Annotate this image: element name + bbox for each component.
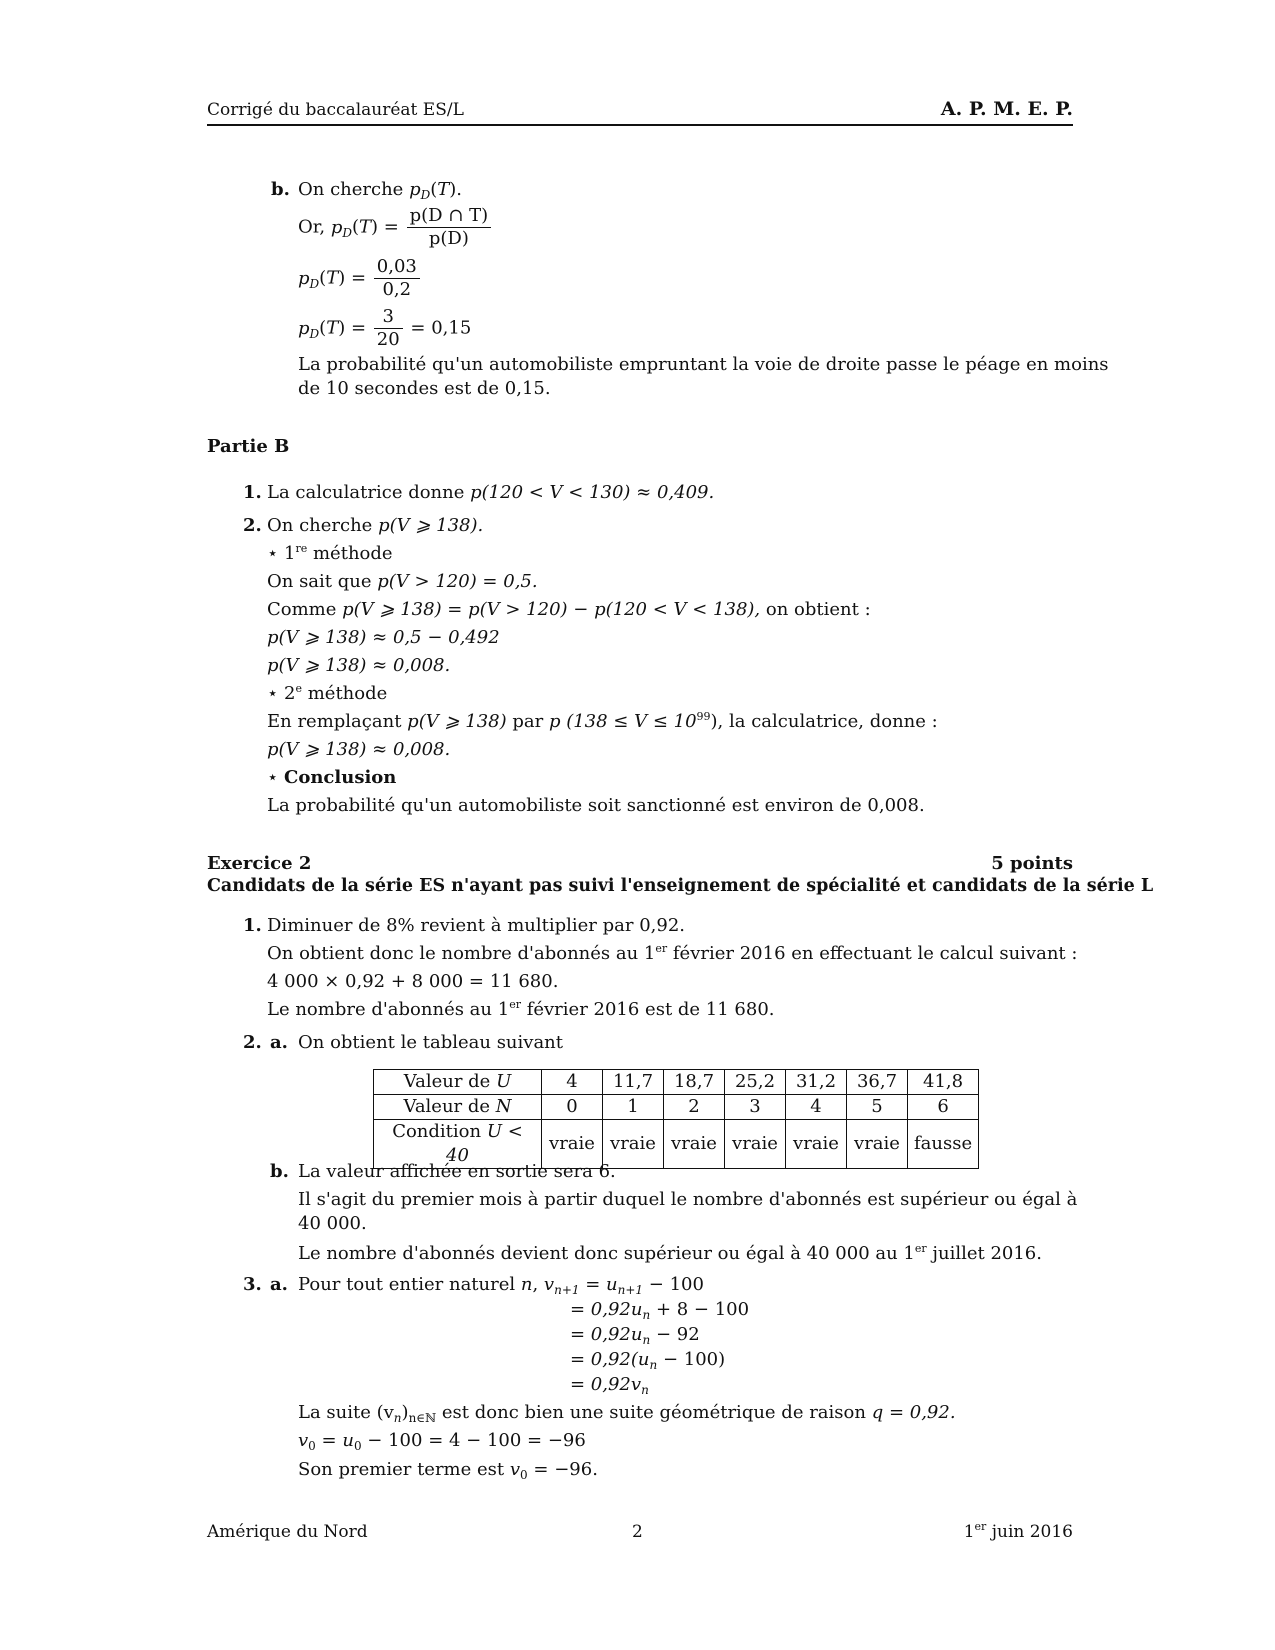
table-cell: 6 [908,1095,979,1120]
ex2-q3-label: 3. [243,1274,262,1295]
ex2-q1-line2: On obtient donc le nombre d'abonnés au 1er février 2016 en effectuant le calcul suivant : [267,942,1078,964]
partB-q1: La calculatrice donne p(120 < V < 130) ≈ 0,409. [267,482,715,503]
table-cell: vraie [786,1120,847,1169]
conclusion-title: ⋆ Conclusion [267,767,397,788]
partA-b-calc1: $p_D(T)$ = $\frac{0,03}{0,2}$ [298,256,422,301]
ex2-q2a-text: On obtient le tableau suivant [298,1032,564,1053]
method1-title: ⋆ 1re méthode [267,542,393,564]
conclusion-text: La probabilité qu'un automobiliste soit sanctionné est environ de 0,008. [267,795,925,816]
method2-line1: En remplaçant p(V ⩾ 138) par p $(138 \le V \le 10^{99})$, la calculatrice, donne : [267,710,938,732]
ex2-q3a-eq1: = $0,92u_n + 8 - 100$ [570,1299,750,1322]
ex2-title: Exercice 2 [207,853,312,874]
table-cell: 36,7 [847,1070,908,1095]
ex2-q2a-label: a. [270,1032,288,1053]
partB-title: Partie B [207,436,290,457]
table-cell: vraie [847,1120,908,1169]
method1-line2: Comme p(V ⩾ 138) = p(V > 120) − p(120 < V < 138), on obtient : [267,599,871,620]
ex2-q3a-suite: La suite $(v_n)_{n\in ℕ}$ est donc bien une suite géométrique de raison q = 0,92. [298,1402,956,1425]
partB-q1-label: 1. [243,482,262,503]
partB-q2-label: 2. [243,515,262,536]
table-row-header: Valeur de N [374,1095,542,1120]
table-cell: 2 [664,1095,725,1120]
ex2-q3a-eq3: = $0,92(u_n - 100)$ [570,1349,726,1372]
star-icon: ⋆ [267,767,279,788]
table-row-header: Valeur de U [374,1070,542,1095]
table-cell: fausse [908,1120,979,1169]
table-cell: 25,2 [725,1070,786,1095]
partA-b-formula: Or, $p_D(T)$ = $\frac{p(D \cap T)}{p(D)}$ [298,205,493,250]
table-cell: vraie [542,1120,603,1169]
ex2-q3a-line1: Pour tout entier naturel n, $v_{n+1} = u_{n+1} - 100$ [298,1274,704,1297]
table-row-header: Condition U < 40 [374,1120,542,1169]
partB-q2: On cherche p(V ⩾ 138). [267,515,484,536]
ex2-points: 5 points [991,853,1073,874]
partA-b-calc2: $p_D(T)$ = $\frac{3}{20}$ = 0,15 [298,306,472,350]
table-cell: 11,7 [603,1070,664,1095]
algorithm-table [373,1069,979,1169]
star-icon: ⋆ [267,543,279,564]
table-cell: vraie [725,1120,786,1169]
page-number: 2 [632,1522,643,1542]
partA-b-conclusion2: de 10 secondes est de 0,15. [298,378,551,399]
ex2-q2b-line1: La valeur affichée en sortie sera 6. [298,1161,616,1182]
table-cell: 3 [725,1095,786,1120]
ex2-q1-line1: Diminuer de 8% revient à multiplier par 0,92. [267,915,685,936]
table-cell: 4 [542,1070,603,1095]
method2-line2: p(V ⩾ 138) ≈ 0,008. [267,739,451,760]
ex2-q2-label: 2. [243,1032,262,1053]
table-cell: 0 [542,1095,603,1120]
table-cell: vraie [603,1120,664,1169]
table-cell: 1 [603,1095,664,1120]
partA-b-line1: On cherche $p_D(T)$. [298,179,463,202]
table-cell: 5 [847,1095,908,1120]
ex2-q1-line3: 4 000 × 0,92 + 8 000 = 11 680. [267,971,559,992]
table-row [374,1095,979,1120]
ex2-q1-label: 1. [243,915,262,936]
header-right: A. P. M. E. P. [940,98,1073,120]
footer-left: Amérique du Nord [207,1522,368,1542]
ex2-q2b-line2: Il s'agit du premier mois à partir duquel le nombre d'abonnés est supérieur ou égal à [298,1189,1078,1210]
ex2-subtitle: Candidats de la série ES n'ayant pas suivi l'enseignement de spécialité et candidats de la série L [207,876,1154,896]
ex2-q3a-v0: $v_0 = u_0 - 100 = 4 - 100 = -96$ [298,1430,586,1453]
table-cell: 18,7 [664,1070,725,1095]
ex2-q2b-line4: Le nombre d'abonnés devient donc supérieur ou égal à 40 000 au 1er juillet 2016. [298,1242,1042,1264]
table-cell: 41,8 [908,1070,979,1095]
table-cell: 31,2 [786,1070,847,1095]
item-label-b: b. [271,179,290,200]
footer-right: 1er juin 2016 [963,1520,1073,1542]
method1-line3: p(V ⩾ 138) ≈ 0,5 − 0,492 [267,627,500,648]
header-rule [207,124,1073,126]
partA-b-conclusion1: La probabilité qu'un automobiliste empruntant la voie de droite passe le péage en moins [298,354,1109,375]
method1-line1: On sait que p(V > 120) = 0,5. [267,571,538,592]
table-cell: 4 [786,1095,847,1120]
ex2-q2b-line3: 40 000. [298,1213,367,1234]
table-cell: vraie [664,1120,725,1169]
header-left: Corrigé du baccalauréat ES/L [207,100,464,120]
ex2-q3a-label: a. [270,1274,288,1295]
ex2-q2b-label: b. [270,1161,289,1182]
method1-line4: p(V ⩾ 138) ≈ 0,008. [267,655,451,676]
star-icon: ⋆ [267,683,279,704]
ex2-q3a-first-term: Son premier terme est $v_0 = -96$. [298,1459,598,1482]
ex2-q3a-eq2: = $0,92u_n - 92$ [570,1324,700,1347]
method2-title: ⋆ 2e méthode [267,682,388,704]
ex2-q3a-eq4: = $0,92v_n$ [570,1374,649,1397]
table-row [374,1070,979,1095]
ex2-q1-line4: Le nombre d'abonnés au 1er février 2016 est de 11 680. [267,998,775,1020]
